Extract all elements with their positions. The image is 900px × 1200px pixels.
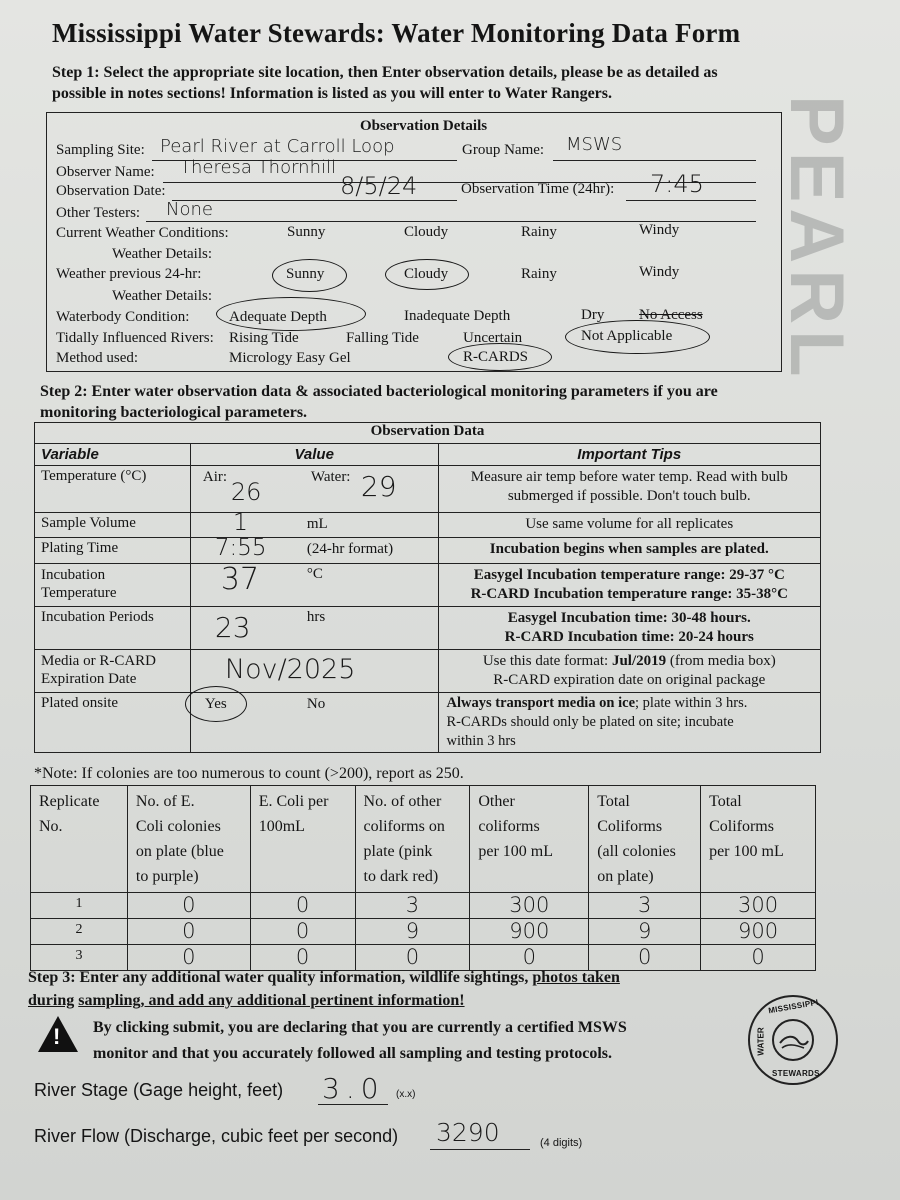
other-testers-field[interactable]: None bbox=[166, 199, 213, 220]
total-per-100-cell[interactable]: 300 bbox=[701, 893, 816, 919]
temperature-cell bbox=[190, 466, 438, 513]
river-flow-label: River Flow (Discharge, cubic feet per second) bbox=[34, 1126, 399, 1146]
tidal-option-uncertain[interactable]: Uncertain bbox=[463, 330, 523, 346]
expiration-tip-text-a: Use this date format: bbox=[482, 653, 612, 669]
total-per-100-cell[interactable]: 900 bbox=[701, 919, 816, 945]
total-count-cell[interactable]: 9 bbox=[589, 919, 701, 945]
incubation-temp-label-line2: Temperature bbox=[41, 585, 117, 601]
method-rcards-circle bbox=[448, 343, 552, 371]
other-count-cell[interactable]: 3 bbox=[355, 893, 470, 919]
header-variable: Variable bbox=[35, 444, 191, 466]
waterbody-option-adequate[interactable]: Adequate Depth bbox=[229, 309, 327, 325]
pearl-watermark: PEARL bbox=[774, 95, 859, 383]
replicate-number: 1 bbox=[31, 893, 128, 919]
observation-time-line bbox=[626, 200, 756, 201]
sample-volume-cell bbox=[190, 508, 438, 538]
prev-weather-sunny-circle bbox=[272, 259, 347, 292]
weather-label: Current Weather Conditions: bbox=[56, 225, 229, 241]
declaration-line2: monitor and that you accurately followed all sampling and testing protocols. bbox=[93, 1045, 612, 1062]
step3-line2 bbox=[28, 990, 465, 1011]
form-title: Mississippi Water Stewards: Water Monitoring Data Form bbox=[52, 18, 741, 48]
colonies-note: *Note: If colonies are too numerous to count (>200), report as 250. bbox=[34, 765, 464, 782]
observation-data-table bbox=[34, 422, 821, 753]
ecoli-count-cell[interactable]: 0 bbox=[127, 893, 250, 919]
plated-onsite-tip-line1 bbox=[447, 694, 812, 713]
expiration-tip-line2: R-CARD expiration date on original package bbox=[493, 672, 766, 688]
table-row bbox=[31, 893, 816, 919]
river-flow-line bbox=[430, 1149, 530, 1150]
rep-h1-l3: to purple) bbox=[135, 868, 199, 885]
plating-time-tip: Incubation begins when samples are plated. bbox=[438, 538, 820, 564]
incubation-periods-label: Incubation Periods bbox=[35, 607, 191, 650]
warning-exclamation: ! bbox=[53, 1024, 61, 1049]
step3-line1 bbox=[28, 967, 620, 988]
ecoli-count-cell[interactable]: 0 bbox=[127, 919, 250, 945]
incubation-temp-field[interactable]: 37 bbox=[220, 562, 260, 597]
plating-time-unit: (24-hr format) bbox=[306, 541, 394, 557]
plated-onsite-no[interactable]: No bbox=[306, 696, 326, 712]
rep-h6-l1: Coliforms bbox=[709, 818, 774, 835]
method-option-easygel[interactable]: Micrology Easy Gel bbox=[229, 350, 351, 366]
rep-h5-l3: on plate) bbox=[597, 868, 654, 885]
prev-weather-option-rainy[interactable]: Rainy bbox=[521, 266, 557, 282]
plated-onsite-label: Plated onsite bbox=[35, 693, 191, 753]
river-stage-label: River Stage (Gage height, feet) bbox=[34, 1080, 284, 1100]
other-count-cell[interactable]: 0 bbox=[355, 945, 470, 971]
total-count-cell[interactable]: 3 bbox=[589, 893, 701, 919]
weather-option-rainy[interactable]: Rainy bbox=[521, 224, 557, 240]
plating-time-cell bbox=[190, 535, 438, 564]
group-name-line bbox=[553, 160, 756, 161]
logo-text-top: MISSISSIPPI bbox=[767, 997, 820, 1016]
sample-volume-unit: mL bbox=[306, 516, 328, 532]
prev-weather-cloudy-circle bbox=[385, 259, 469, 290]
plated-onsite-tip-bold: Always transport media on ice bbox=[446, 695, 636, 711]
other-testers-label: Other Testers: bbox=[56, 205, 141, 221]
header-tips: Important Tips bbox=[438, 444, 820, 466]
observation-date-line bbox=[172, 200, 457, 201]
rep-header-ecoli-per-100 bbox=[250, 786, 355, 893]
tidal-option-rising[interactable]: Rising Tide bbox=[229, 330, 299, 346]
logo-text-bottom: STEWARDS bbox=[772, 1069, 820, 1078]
rep-header-total-per-100 bbox=[701, 786, 816, 893]
incubation-temp-label-line1: Incubation bbox=[41, 567, 106, 583]
msws-logo bbox=[748, 995, 838, 1085]
step2-line2: monitoring bacteriological parameters. bbox=[40, 404, 308, 421]
method-label: Method used: bbox=[56, 350, 139, 366]
river-stage-field[interactable]: 3.0 bbox=[322, 1072, 385, 1105]
rep-h0-l0: Replicate bbox=[39, 793, 100, 810]
prev-weather-option-cloudy[interactable]: Cloudy bbox=[404, 266, 449, 282]
expiration-label-line1: Media or R-CARD bbox=[41, 653, 156, 669]
waterbody-option-dry[interactable]: Dry bbox=[581, 307, 605, 323]
rep-h3-l2: plate (pink bbox=[363, 843, 433, 860]
expiration-label-line2: Expiration Date bbox=[41, 671, 137, 687]
replicates-header-row bbox=[31, 786, 816, 893]
water-temp-field[interactable]: 29 bbox=[360, 470, 397, 503]
rep-header-total-count bbox=[589, 786, 701, 893]
weather-details-label-2: Weather Details: bbox=[112, 288, 212, 304]
group-name-field[interactable]: MSWS bbox=[566, 134, 623, 155]
total-per-100-cell[interactable]: 0 bbox=[701, 945, 816, 971]
rep-h3-l3: to dark red) bbox=[363, 868, 439, 885]
ecoli-per-100-cell[interactable]: 0 bbox=[250, 945, 355, 971]
rep-h1-l1: Coli colonies bbox=[135, 818, 221, 835]
method-option-rcards[interactable]: R-CARDS bbox=[463, 349, 529, 365]
rep-h5-l2: (all colonies bbox=[597, 843, 676, 860]
rep-h1-l2: on plate (blue bbox=[135, 843, 224, 860]
observation-date-field[interactable]: 8/5/24 bbox=[340, 172, 418, 200]
replicate-number: 2 bbox=[31, 919, 128, 945]
rep-h6-l2: per 100 mL bbox=[709, 843, 784, 860]
plated-onsite-yes-circle bbox=[185, 686, 247, 722]
incubation-periods-cell bbox=[190, 607, 438, 650]
other-count-cell[interactable]: 9 bbox=[355, 919, 470, 945]
ecoli-per-100-cell[interactable]: 0 bbox=[250, 893, 355, 919]
prev-weather-label: Weather previous 24-hr: bbox=[56, 266, 202, 282]
expiration-tip bbox=[438, 650, 820, 693]
rep-h2-l0: E. Coli per bbox=[258, 793, 329, 810]
incubation-temp-label bbox=[35, 564, 191, 607]
logo-wave-icon bbox=[772, 1019, 814, 1061]
plated-onsite-tip-line2: R-CARDs should only be plated on site; incubate bbox=[446, 714, 734, 730]
temperature-tip-line1: Measure air temp before water temp. Read with bulb bbox=[470, 469, 788, 485]
prev-weather-option-windy[interactable]: Windy bbox=[639, 264, 680, 280]
plating-time-field[interactable]: 7:55 bbox=[214, 535, 267, 561]
plated-onsite-tip-line3: within 3 hrs bbox=[446, 733, 516, 749]
sampling-site-field[interactable]: Pearl River at Carroll Loop bbox=[160, 136, 395, 157]
plating-time-label: Plating Time bbox=[35, 538, 191, 564]
rep-h0-l1: No. bbox=[39, 818, 63, 835]
incubation-periods-tip bbox=[438, 607, 820, 650]
rep-h5-l0: Total bbox=[597, 793, 630, 810]
rep-h6-l0: Total bbox=[709, 793, 742, 810]
incubation-periods-tip-line2: R-CARD Incubation time: 20-24 hours bbox=[504, 629, 754, 645]
sample-volume-field[interactable]: 1 bbox=[232, 508, 249, 536]
step3-line1-text: Step 3: Enter any additional water quality information, wildlife sightings, bbox=[28, 969, 533, 986]
plated-onsite-tip-rest: ; plate within 3 hrs. bbox=[635, 695, 748, 711]
replicate-number: 3 bbox=[31, 945, 128, 971]
rep-h1-l0: No. of E. bbox=[135, 793, 195, 810]
rep-header-ecoli-count bbox=[127, 786, 250, 893]
incubation-periods-unit: hrs bbox=[306, 609, 326, 625]
observation-date-label: Observation Date: bbox=[56, 183, 166, 199]
incubation-temp-tip bbox=[438, 564, 820, 607]
ecoli-per-100-cell[interactable]: 0 bbox=[250, 919, 355, 945]
incubation-periods-tip-line1: Easygel Incubation time: 30-48 hours. bbox=[507, 610, 751, 626]
expiration-date-field[interactable]: Nov/2025 bbox=[224, 654, 356, 685]
replicates-table bbox=[30, 785, 816, 971]
weather-option-sunny[interactable]: Sunny bbox=[287, 224, 326, 240]
water-label: Water: bbox=[310, 469, 351, 485]
other-per-100-cell[interactable]: 900 bbox=[470, 919, 589, 945]
waterbody-label: Waterbody Condition: bbox=[56, 309, 190, 325]
expiration-label bbox=[35, 650, 191, 693]
air-temp-field[interactable]: 26 bbox=[230, 478, 262, 506]
incubation-temp-tip-line2: R-CARD Incubation temperature range: 35-38°C bbox=[470, 586, 788, 602]
waterbody-option-inadequate[interactable]: Inadequate Depth bbox=[404, 308, 511, 324]
ecoli-count-cell[interactable]: 0 bbox=[127, 945, 250, 971]
expiration-tip-format: Jul/2019 bbox=[611, 653, 667, 669]
sample-volume-tip: Use same volume for all replicates bbox=[438, 513, 820, 538]
observer-name-field[interactable]: Theresa Thornhill bbox=[180, 157, 337, 178]
tidal-label: Tidally Influenced Rivers: bbox=[56, 330, 214, 346]
plated-onsite-tip bbox=[438, 693, 820, 753]
rep-header-replicate bbox=[31, 786, 128, 893]
expiration-tip-line1 bbox=[445, 652, 814, 671]
weather-option-windy[interactable]: Windy bbox=[639, 222, 680, 238]
rep-h3-l1: coliforms on bbox=[363, 818, 445, 835]
tidal-option-not-applicable[interactable]: Not Applicable bbox=[581, 328, 673, 344]
rep-header-other-per-100 bbox=[470, 786, 589, 893]
river-flow-field[interactable]: 3290 bbox=[436, 1118, 500, 1147]
rep-h5-l1: Coliforms bbox=[597, 818, 663, 835]
tidal-option-falling[interactable]: Falling Tide bbox=[346, 330, 419, 346]
sample-volume-label: Sample Volume bbox=[35, 513, 191, 538]
waterbody-option-no-access[interactable]: No Access bbox=[639, 307, 703, 323]
step3-during: during bbox=[28, 992, 75, 1009]
step3-line2-text: sampling, and add any additional pertinent information! bbox=[78, 992, 465, 1009]
incubation-temp-unit: °C bbox=[306, 566, 323, 582]
weather-option-cloudy[interactable]: Cloudy bbox=[404, 224, 449, 240]
rep-h4-l1: coliforms bbox=[478, 818, 540, 835]
header-value: Value bbox=[190, 444, 438, 466]
other-per-100-cell[interactable]: 0 bbox=[470, 945, 589, 971]
waterbody-adequate-circle bbox=[216, 297, 366, 331]
other-per-100-cell[interactable]: 300 bbox=[470, 893, 589, 919]
rep-h4-l2: per 100 mL bbox=[478, 843, 554, 860]
table-row bbox=[31, 919, 816, 945]
river-stage-hint: (x.x) bbox=[396, 1089, 416, 1100]
weather-details-label: Weather Details: bbox=[112, 246, 212, 262]
plated-onsite-cell bbox=[190, 693, 438, 753]
step1-line2: possible in notes sections! Information is listed as you will enter to Water Rangers. bbox=[52, 85, 613, 102]
rep-h2-l1: 100mL bbox=[258, 818, 305, 835]
observation-time-label: Observation Time (24hr): bbox=[461, 181, 615, 197]
expiration-cell bbox=[190, 650, 438, 693]
observer-label: Observer Name: bbox=[56, 164, 155, 180]
observation-data-heading: Observation Data bbox=[35, 423, 821, 444]
observation-time-field[interactable]: 7:45 bbox=[650, 170, 704, 198]
sampling-site-label: Sampling Site: bbox=[56, 142, 145, 158]
tidal-not-applicable-circle bbox=[565, 320, 710, 354]
incubation-periods-field[interactable]: 23 bbox=[214, 611, 251, 644]
incubation-temp-tip-line1: Easygel Incubation temperature range: 29-37 °C bbox=[473, 567, 785, 583]
group-name-label: Group Name: bbox=[462, 142, 545, 158]
step3-photos-link: photos taken bbox=[532, 969, 620, 986]
temperature-tip-line2: submerged if possible. Don't touch bulb. bbox=[507, 488, 751, 504]
river-flow-hint: (4 digits) bbox=[540, 1137, 583, 1149]
step1-line1: Step 1: Select the appropriate site location, then Enter observation details, please be as detailed as bbox=[52, 64, 718, 81]
logo-text-left: WATER bbox=[756, 1027, 766, 1056]
prev-weather-option-sunny[interactable]: Sunny bbox=[286, 266, 325, 282]
expiration-tip-text-c: (from media box) bbox=[666, 653, 776, 669]
rep-header-other-count bbox=[355, 786, 470, 893]
rep-h4-l0: Other bbox=[478, 793, 515, 810]
total-count-cell[interactable]: 0 bbox=[589, 945, 701, 971]
incubation-temp-cell bbox=[190, 564, 438, 607]
logo-wave-svg bbox=[774, 1021, 812, 1059]
temperature-label: Temperature (°C) bbox=[35, 466, 191, 513]
temperature-tip bbox=[438, 466, 820, 513]
observation-details-heading: Observation Details bbox=[360, 118, 488, 134]
air-label: Air: bbox=[202, 469, 228, 485]
step2-line1: Step 2: Enter water observation data & associated bacteriological monitoring parameters if you are bbox=[40, 383, 718, 400]
rep-h3-l0: No. of other bbox=[363, 793, 442, 810]
declaration-line1: By clicking submit, you are declaring that you are currently a certified MSWS bbox=[93, 1019, 627, 1036]
plated-onsite-yes[interactable]: Yes bbox=[204, 696, 227, 712]
